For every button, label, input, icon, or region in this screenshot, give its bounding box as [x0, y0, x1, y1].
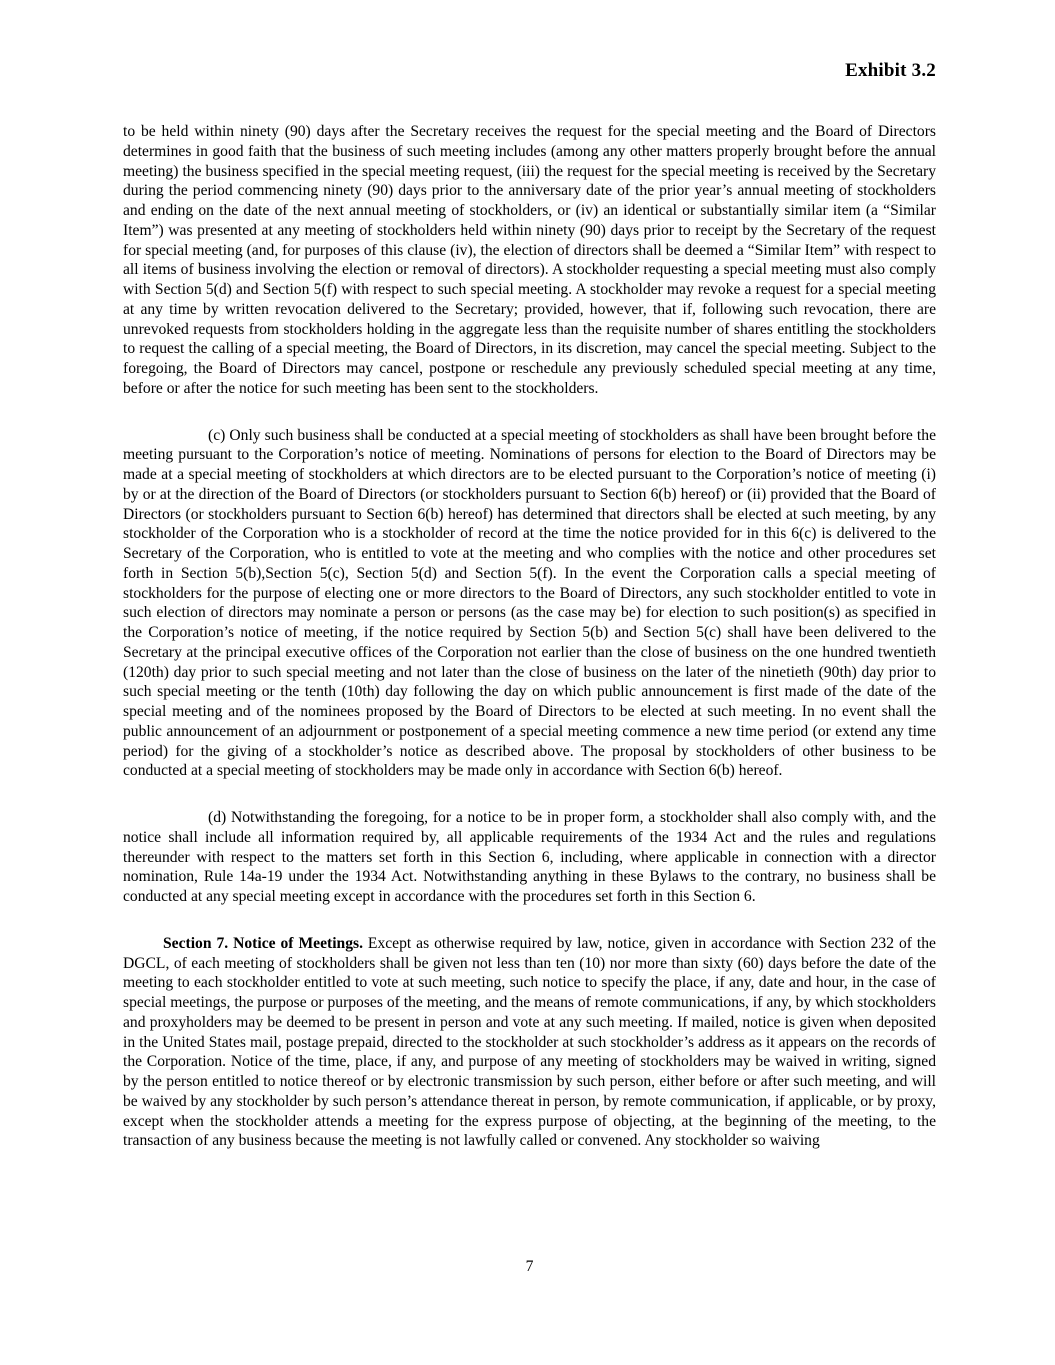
paragraph-text: to be held within ninety (90) days after the Secretary receives the request for the special meeting and the Board of Directors determines in good faith that the business of such meeting includes (among any other matters properly brought before the annual meeting) the business specified in the special meeting request, (iii) the request for the special meeting is received by the Secretary during the period commencing ninety (90) days prior to the anniversary date of the prior year’s annual meeting of stockholders and ending on the date of the next annual meeting of stockholders, or (iv) an identical or substantially similar item (a “Similar Item”) was presented at any meeting of stockholders held within ninety (90) days prior to receipt by the Secretary of the request for special meeting (and, for purposes of this clause (iv), the election of directors shall be deemed a “Similar Item” with respect to all items of business involving the election or removal of directors). A stockholder requesting a special meeting must also comply with Section 5(d) and Section 5(f) with respect to such special meeting. A stockholder may revoke a request for a special meeting at any time by written revocation delivered to the Secretary; provided, however, that if, following such revocation, there are unrevoked requests from stockholders holding in the aggregate less than the requisite number of shares entitling the stockholders to request the calling of a special meeting, the Board of Directors, in its discretion, may cancel the special meeting. Subject to the foregoing, the Board of Directors may cancel, postpone or reschedule any previously scheduled special meeting at any time, before or after the notice for such meeting has been sent to the stockholders. [123, 123, 936, 397]
paragraph-text: Except as otherwise required by law, notice, given in accordance with Section 232 of the DGCL, of each meeting of stockholders shall be given not less than ten (10) nor more than sixty (60) days before the date of the meeting to each stockholder entitled to vote at such meeting, such notice to specify the place, if any, date and hour, in the case of special meetings, the purpose or purposes of the meeting, and the means of remote communications, if any, by which stockholders and proxyholders may be deemed to be present in person and vote at any such meeting. If mailed, notice is given when deposited in the United States mail, postage prepaid, directed to the stockholder at such stockholder’s address as it appears on the records of the Corporation. Notice of the time, place, if any, and purpose of any meeting of stockholders may be waived in writing, signed by the person entitled to notice thereof or by electronic transmission by such person, either before or after such meeting, and will be waived by any stockholder by such person’s attendance thereat in person, by remote communication, if applicable, or by proxy, except when the stockholder attends a meeting for the express purpose of objecting, at the beginning of the meeting, to the transaction of any business because the meeting is not lawfully called or convened. Any stockholder so waiving [123, 934, 936, 1150]
page-number: 7 [525, 1258, 534, 1275]
paragraph-continuation [123, 122, 936, 399]
paragraph-section-6d [123, 808, 936, 907]
paragraph-section-7 [123, 934, 936, 1151]
paragraph-section-6c [123, 426, 936, 782]
exhibit-label: Exhibit 3.2 [845, 60, 936, 81]
document-body [123, 122, 936, 1178]
section-7-heading: Section 7. Notice of Meetings. [163, 934, 363, 952]
paragraph-text: (d) Notwithstanding the foregoing, for a notice to be in proper form, a stockholder shall also comply with, and the notice shall include all information required by, all applicable requirements of the 1934 Act and the rules and regulations thereunder with respect to the matters set forth in this Section 6, including, where applicable in connection with a director nomination, Rule 14a-19 under the 1934 Act. Notwithstanding anything in these Bylaws to the contrary, no business shall be conducted at any special meeting except in accordance with the procedures set forth in this Section 6. [123, 809, 936, 905]
paragraph-text: (c) Only such business shall be conducted at a special meeting of stockholders as shall have been brought before the meeting pursuant to the Corporation’s notice of meeting. Nominations of persons for election to the Board of Directors may be made at a special meeting of stockholders at which directors are to be elected pursuant to the Corporation’s notice of meeting (i) by or at the direction of the Board of Directors (or stockholders pursuant to Section 6(b) hereof) or (ii) provided that the Board of Directors (or stockholders pursuant to Section 6(b) hereof) has determined that directors shall be elected at such meeting, by any stockholder of the Corporation who is a stockholder of record at the time the notice provided for in this 6(c) is delivered to the Secretary of the Corporation, who is entitled to vote at the meeting and who complies with the notice and other procedures set forth in Section 5(b),Section 5(c), Section 5(d) and Section 5(f). In the event the Corporation calls a special meeting of stockholders for the purpose of electing one or more directors to the Board of Directors, any such stockholder entitled to vote in such election of directors may nominate a person or persons (as the case may be) for election to such position(s) as specified in the Corporation’s notice of meeting, if the notice required by Section 5(b) and Section 5(c) shall have been delivered to the Secretary at the principal executive offices of the Corporation not earlier than the close of business on the one hundred twentieth (120th) day prior to such special meeting and not later than the close of business on the later of the ninetieth (90th) day prior to such special meeting or the tenth (10th) day following the day on which public announcement is first made of the date of the special meeting and of the nominees proposed by the Board of Directors to be elected at such meeting. In no event shall the public announcement of an adjournment or postponement of a special meeting commence a new time period (or extend any time period) for the giving of a stockholder’s notice as described above. The proposal by stockholders of other business to be conducted at a special meeting of stockholders may be made only in accordance with Section 6(b) hereof. [123, 426, 936, 780]
